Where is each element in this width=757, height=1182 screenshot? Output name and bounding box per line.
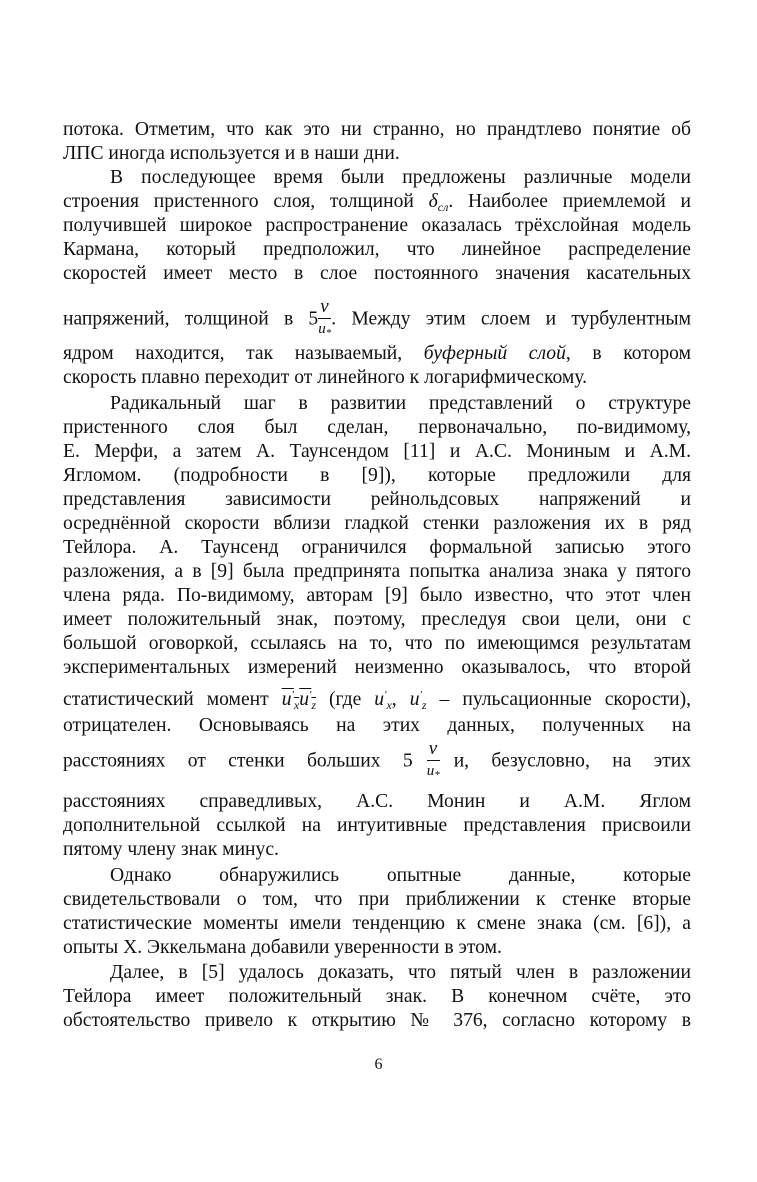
text-line: опыты Х. Эккельмана добавили уверенности в этом. xyxy=(63,937,502,958)
text-line: осреднённой скорости вблизи гладкой стенки разложения их в ряд xyxy=(63,513,691,534)
text-line: потока. Отметим, что как это ни странно, но прандтлево понятие об xyxy=(63,119,691,140)
moment-uxuz: $u'_xu'_z$ xyxy=(281,689,317,712)
delta-subscript: сл xyxy=(437,200,449,214)
text-line: ЛПС иногда используется и в наши дни. xyxy=(63,143,400,164)
text-line: скорость плавно переходит от линейного к логарифмическому. xyxy=(63,367,588,388)
velocity-uz: $u'_z$ xyxy=(409,689,427,712)
velocity-ux: $u'_x$ xyxy=(374,689,392,712)
text-line: Кармана, который предположил, что линейное распределение xyxy=(63,239,691,260)
text-line: Радикальный шаг в развитии представлений о структуре xyxy=(110,393,691,414)
page-number: 6 xyxy=(374,1056,383,1073)
text-line: обстоятельство привело к открытию № 376, согласно которому в xyxy=(63,1010,691,1031)
text-line: строения пристенного слоя, толщиной $\delta_{сл}$. Наиболее приемлемой и xyxy=(63,191,691,214)
text-line: пристенного слоя был сделан, первоначально, по-видимому, xyxy=(63,417,691,438)
text-line: статистические моменты имели тенденцию к смене знака (см. [6]), а xyxy=(63,913,691,934)
text-line: члена ряда. По-видимому, авторам [9] было известно, что этот член xyxy=(63,585,691,606)
text-line: получившей широкое распространение оказалась трёхслойная модель xyxy=(63,215,691,236)
text-line: разложения, а в [9] была предпринята попытка анализа знака у пятого xyxy=(63,561,691,582)
fraction-nu-over-u-star: $\frac{\nu}{u_*}$ xyxy=(426,738,440,781)
text-line: Е. Мерфи, а затем А. Таунсендом [11] и А.С. Мониным и А.М. xyxy=(63,441,691,462)
text-line: большой оговоркой, ссылаясь на то, что по имеющимся результатам xyxy=(63,633,691,654)
fraction-nu-over-u-star: $\frac{\nu}{u_*}$ xyxy=(318,296,332,339)
text-line-with-fraction: напряжений, толщиной в 5 $\frac{\nu}{u_*}$ . Между этим слоем и турбулентным xyxy=(63,296,691,339)
text-line: Тейлора имеет положительный знак. В конечном счёте, это xyxy=(63,986,691,1007)
text-line: экспериментальных измерений неизменно оказывалось, что второй xyxy=(63,657,691,678)
delta-symbol: δ xyxy=(428,191,438,212)
buffer-layer-term: буферный слой xyxy=(423,343,566,364)
text-line: пятому члену знак минус. xyxy=(63,839,279,860)
text-line: представления зависимости рейнольдсовых напряжений и xyxy=(63,489,691,510)
text-line: отрицателен. Основываясь на этих данных, полученных на xyxy=(63,715,691,736)
text-line: Ягломом. (подробности в [9]), которые предложили для xyxy=(63,465,691,486)
text-line: Тейлора. А. Таунсенд ограничился формальной записью этого xyxy=(63,537,691,558)
text-line-with-formula: статистический момент $u'_xu'_z$ (где $u'_x$, $u'_z$ – пульсационные скорости), xyxy=(63,689,691,712)
text-line: ядром находится, так называемый, буферный слой, в котором xyxy=(63,343,692,364)
text-line-with-fraction: расстояниях от стенки больших 5 $\frac{\nu}{u_*}$ и, безусловно, на этих xyxy=(63,738,691,781)
text-line: скоростей имеет место в слое постоянного значения касательных xyxy=(63,263,691,284)
text-line: расстояниях справедливых, А.С. Монин и А.М. Яглом xyxy=(63,791,691,812)
text-line: В последующее время были предложены различные модели xyxy=(110,167,691,188)
text-line: свидетельствовали о том, что при приближении к стенке вторые xyxy=(63,889,691,910)
text-line: имеет положительный знак, поэтому, преследуя свои цели, они с xyxy=(63,609,691,630)
text-line: дополнительной ссылкой на интуитивные представления присвоили xyxy=(63,815,691,836)
text-line: Однако обнаружились опытные данные, которые xyxy=(110,865,691,886)
text-line: Далее, в [5] удалось доказать, что пятый член в разложении xyxy=(110,962,691,983)
